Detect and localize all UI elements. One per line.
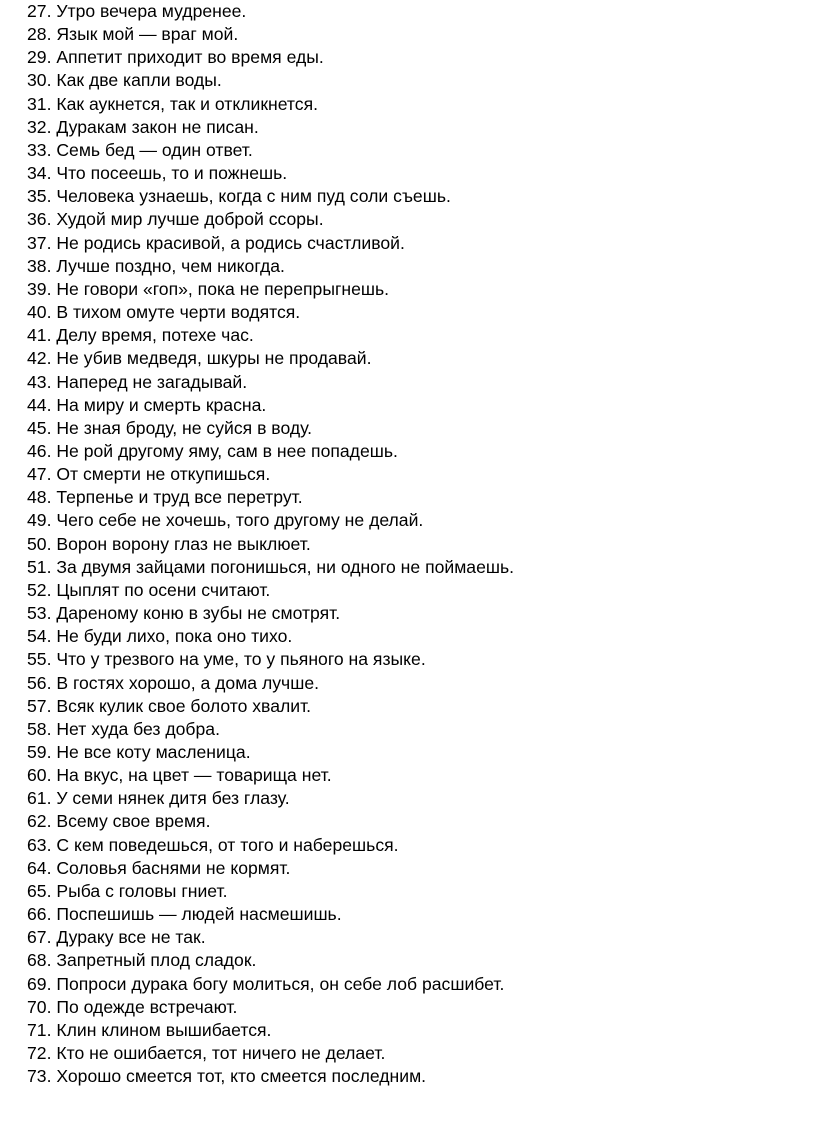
list-item: 27. Утро вечера мудренее. — [27, 1, 247, 21]
list-item: 45. Не зная броду, не суйся в воду. — [27, 417, 313, 438]
proverb-list — [27, 0, 807, 1088]
list-item: 71. Клин клином вышибается. — [27, 1019, 272, 1040]
list-item: 29. Аппетит приходит во время еды. — [27, 47, 324, 68]
list-item: 69. Попроси дурака богу молиться, он себе лоб расшибет. — [27, 973, 505, 994]
list-item: 68. Запретный плод сладок. — [27, 950, 257, 971]
list-item: 48. Терпенье и труд все перетрут. — [27, 487, 303, 508]
list-item: 66. Поспешишь — людей насмешишь. — [27, 904, 342, 925]
list-item: 54. Не буди лихо, пока оно тихо. — [27, 626, 293, 647]
list-item: 59. Не все коту масленица. — [27, 742, 251, 762]
list-item: 40. В тихом омуте черти водятся. — [27, 302, 301, 323]
list-item: 58. Нет худа без добра. — [27, 718, 220, 739]
list-item: 72. Кто не ошибается, тот ничего не делает. — [27, 1043, 386, 1064]
list-item: 46. Не рой другому яму, сам в нее попадешь. — [27, 440, 398, 461]
list-item: 33. Семь бед — один ответ. — [27, 139, 253, 160]
list-item: 49. Чего себе не хочешь, того другому не делай. — [27, 510, 424, 531]
list-item: 42. Не убив медведя, шкуры не продавай. — [27, 348, 372, 369]
list-item: 57. Всяк кулик свое болото хвалит. — [27, 695, 312, 716]
list-item: 67. Дураку все не так. — [27, 927, 206, 948]
list-item: 39. Не говори «гоп», пока не перепрыгнешь. — [27, 278, 390, 299]
list-item: 41. Делу время, потехе час. — [27, 325, 254, 346]
list-item: 47. От смерти не откупишься. — [27, 464, 271, 485]
list-item: 43. Наперед не загадывай. — [27, 371, 248, 392]
list-item: 31. Как аукнется, так и откликнется. — [27, 93, 319, 114]
list-item: 52. Цыплят по осени считают. — [27, 579, 271, 600]
list-item: 51. За двумя зайцами погонишься, ни одного не поймаешь. — [27, 556, 515, 577]
list-item: 55. Что у трезвого на уме, то у пьяного на языке. — [27, 649, 426, 670]
list-item: 61. У семи нянек дитя без глазу. — [27, 788, 290, 809]
list-item: 70. По одежде встречают. — [27, 996, 238, 1017]
list-item: 30. Как две капли воды. — [27, 70, 222, 91]
list-item: 73. Хорошо смеется тот, кто смеется последним. — [27, 1066, 427, 1087]
list-item: 62. Всему свое время. — [27, 811, 211, 832]
list-item: 63. С кем поведешься, от того и наберешься. — [27, 834, 399, 855]
list-item: 35. Человека узнаешь, когда с ним пуд соли съешь. — [27, 186, 451, 207]
list-item: 34. Что посеешь, то и пожнешь. — [27, 163, 288, 184]
list-item: 65. Рыба с головы гниет. — [27, 880, 228, 901]
list-item: 44. На миру и смерть красна. — [27, 394, 267, 415]
list-item: 36. Худой мир лучше доброй ссоры. — [27, 209, 324, 230]
list-item: 50. Ворон ворону глаз не выклюет. — [27, 533, 311, 554]
document-page — [27, 0, 807, 1131]
list-item: 56. В гостях хорошо, а дома лучше. — [27, 672, 319, 693]
list-item: 38. Лучше поздно, чем никогда. — [27, 255, 285, 276]
list-item: 64. Соловья баснями не кормят. — [27, 857, 291, 878]
list-item: 32. Дуракам закон не писан. — [27, 116, 259, 137]
list-item: 37. Не родись красивой, а родись счастливой. — [27, 232, 405, 253]
list-item: 53. Дареному коню в зубы не смотрят. — [27, 603, 341, 624]
list-item: 28. Язык мой — враг мой. — [27, 24, 239, 45]
list-item: 60. На вкус, на цвет — товарища нет. — [27, 765, 332, 786]
